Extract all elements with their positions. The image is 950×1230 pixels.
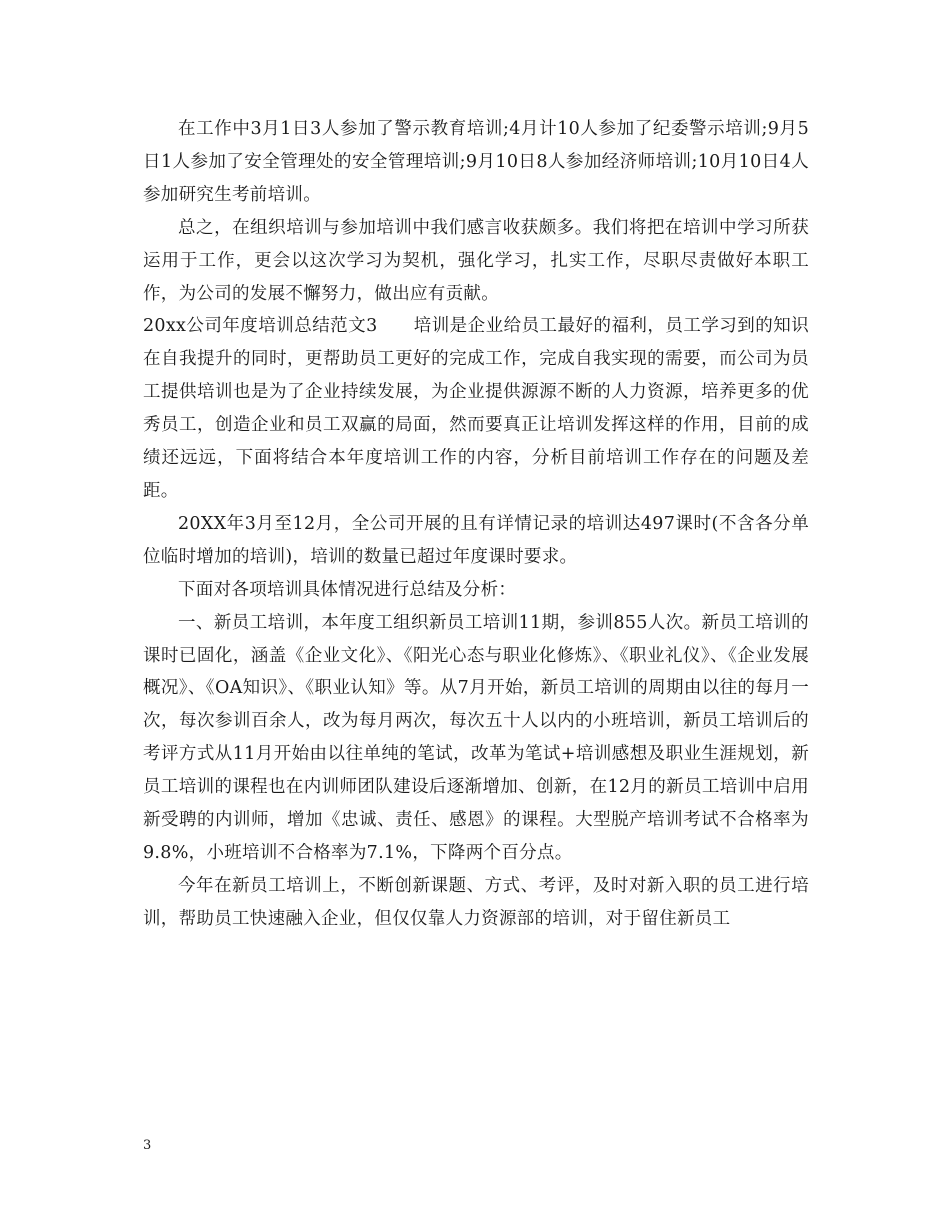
paragraph-training-hours: 20XX年3月至12月，全公司开展的且有详情记录的培训达497课时(不含各分单位临时增加的培训)，培训的数量已超过年度课时要求。 bbox=[143, 513, 809, 567]
paragraph-summary: 总之，在组织培训与参加培训中我们感言收获颇多。我们将把在培训中学习所获运用于工作，更会以这次学习为契机，强化学习，扎实工作，尽职尽责做好本职工作，为公司的发展不懈努力，做出应有贡献。 bbox=[143, 217, 809, 304]
page-number: 3 bbox=[143, 1138, 152, 1153]
section-intro: 培训是企业给员工最好的福利，员工学习到的知识在自我提升的同时，更帮助员工更好的完成工作，完成自我实现的需要，而公司为员工提供培训也是为了企业持续发展，为企业提供源源不断的人力资源，培养更多的优秀员工，创造企业和员工双赢的局面，然而要真正让培训发挥这样的作用，目前的成绩还远远，下面将结合本年度培训工作的内容，分析目前培训工作存在的问题及差距。 bbox=[143, 316, 809, 501]
paragraph-new-employee-training: 一、新员工培训，本年度工组织新员工培训11期，参训855人次。新员工培训的课时已固化，涵盖《企业文化》、《阳光心态与职业化修炼》、《职业礼仪》、《企业发展概况》、《OA知识》、《职业认知》等。从7月开始，新员工培训的周期由以往的每月一次，每次参训百余人，改为每月两次，每次五十人以内的小班培训，新员工培训后的考评方式从11月开始由以往单纯的笔试，改革为笔试+培训感想及职业生涯规划，新员工培训的课程也在内训师团队建设后逐渐增加、创新，在12月的新员工培训中启用新受聘的内训师，增加《忠诚、责任、感恩》的课程。大型脱产培训考试不合格率为9.8%，小班培训不合格率为7.1%，下降两个百分点。 bbox=[143, 612, 809, 863]
document-body bbox=[143, 113, 809, 936]
section-3-block bbox=[143, 310, 809, 507]
paragraph-analysis-lead: 下面对各项培训具体情况进行总结及分析： bbox=[178, 579, 517, 600]
paragraph-new-employee-innovation: 今年在新员工培训上，不断创新课题、方式、考评，及时对新入职的员工进行培训，帮助员工快速融入企业，但仅仅靠人力资源部的培训，对于留住新员工 bbox=[143, 875, 809, 929]
paragraph-training-dates: 在工作中3月1日3人参加了警示教育培训;4月计10人参加了纪委警示培训;9月5日1人参加了安全管理处的安全管理培训;9月10日8人参加经济师培训;10月10日4人参加研究生考前培训。 bbox=[143, 119, 809, 205]
section-heading: 20xx公司年度培训总结范文3 bbox=[143, 316, 378, 337]
